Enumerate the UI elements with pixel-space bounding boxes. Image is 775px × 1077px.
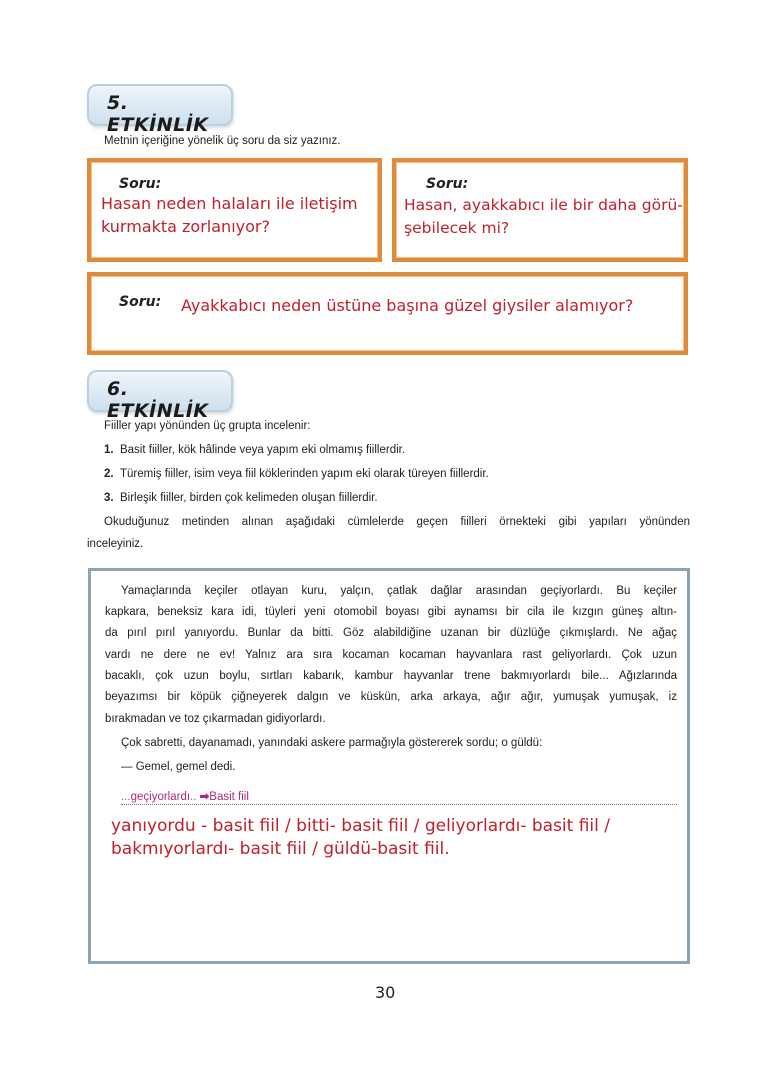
answer-1: Hasan neden halaları ile iletişim kurmakta zorlanıyor? — [101, 194, 358, 236]
answer-3: Ayakkabıcı neden üstüne başına güzel giysiler alamıyor? — [181, 296, 634, 315]
passage-line: beyazımsı bir köpük çiğneyerek dalgın ve küskün, arka arkaya, ağır ağır, yumuşak yumuşak, iz — [105, 691, 677, 703]
activity6-heading: 6. ETKİNLİK — [87, 370, 233, 412]
passage-line: vardı ne dere ne ev! Yalnız ara sıra kocaman kocaman hayvanlara rast geliyorlardı. Çok uzun — [105, 649, 677, 661]
list-item: 1. Basit fiiller, kök hâlinde veya yapım eki olmamış fiillerdir. — [104, 444, 406, 456]
passage-line: — Gemel, gemel dedi. — [121, 761, 236, 773]
arrow-right-icon: ➡ — [199, 791, 210, 803]
example-answer-line: ...geçiyorlardı.. ➡Basit fiil — [121, 789, 677, 805]
list-item: 2. Türemiş fiiller, isim veya fiil köklerinden yapım eki olarak türeyen fiillerdir. — [104, 468, 489, 480]
question-box-1: Soru: Hasan neden halaları ile iletişim kurmakta zorlanıyor? — [87, 158, 382, 262]
activity6-instruction-line: inceleyiniz. — [87, 538, 144, 550]
passage-line: Yamaçlarında keçiler otlayan kuru, yalçın, çatlak dağlar arasından geçiyorlardı. Bu keçiler — [121, 585, 677, 597]
passage-line: kapkara, beneksiz kara idi, tüyleri yeni otomobil boyası gibi aynamsı bir cila ile kızgın güneş altın- — [105, 606, 677, 618]
activity6-instruction-line: Okuduğunuz metinden alınan aşağıdaki cümlelerde geçen fiilleri örnekteki gibi yapıları yönünden — [104, 516, 690, 528]
activity5-instruction: Metnin içeriğine yönelik üç soru da siz yazınız. — [104, 135, 341, 147]
page-number: 30 — [375, 983, 396, 1002]
activity5-heading: 5. ETKİNLİK — [87, 84, 233, 126]
passage-line: da pırıl pırıl yanıyordu. Bunlar da bitti. Göz alabildiğine uzanan bir düzlüğe çıkmışlardı. Ne ağaç — [105, 627, 677, 639]
passage-line: bırakmadan ve toz çıkarmadan gidiyorlardı. — [105, 713, 326, 725]
passage-box — [88, 568, 690, 964]
answer-2: Hasan, ayakkabıcı ile bir daha görü- şebilecek mi? — [404, 196, 683, 237]
question-box-2: Soru: Hasan, ayakkabıcı ile bir daha görü- şebilecek mi? — [392, 158, 688, 262]
student-answer: yanıyordu - basit fiil / bitti- basit fiil / geliyorlardı- basit fiil / bakmıyorlardı- basit fiil / güldü-basit fiil. — [111, 816, 611, 859]
list-item: 3. Birleşik fiiller, birden çok kelimeden oluşan fiillerdir. — [104, 492, 378, 504]
question-box-3: Soru: Ayakkabıcı neden üstüne başına güzel giysiler alamıyor? — [87, 272, 688, 355]
passage-line: bacaklı, çok uzun boylu, sırtları kabarık, kambur hayvanlar trene bakmıyorlardı bile... Ağızlarında — [105, 670, 677, 682]
passage-line: Çok sabretti, dayanamadı, yanındaki askere parmağıyla göstererek sordu; o güldü: — [121, 737, 543, 749]
activity6-intro: Fiiller yapı yönünden üç grupta incelenir: — [104, 420, 311, 432]
